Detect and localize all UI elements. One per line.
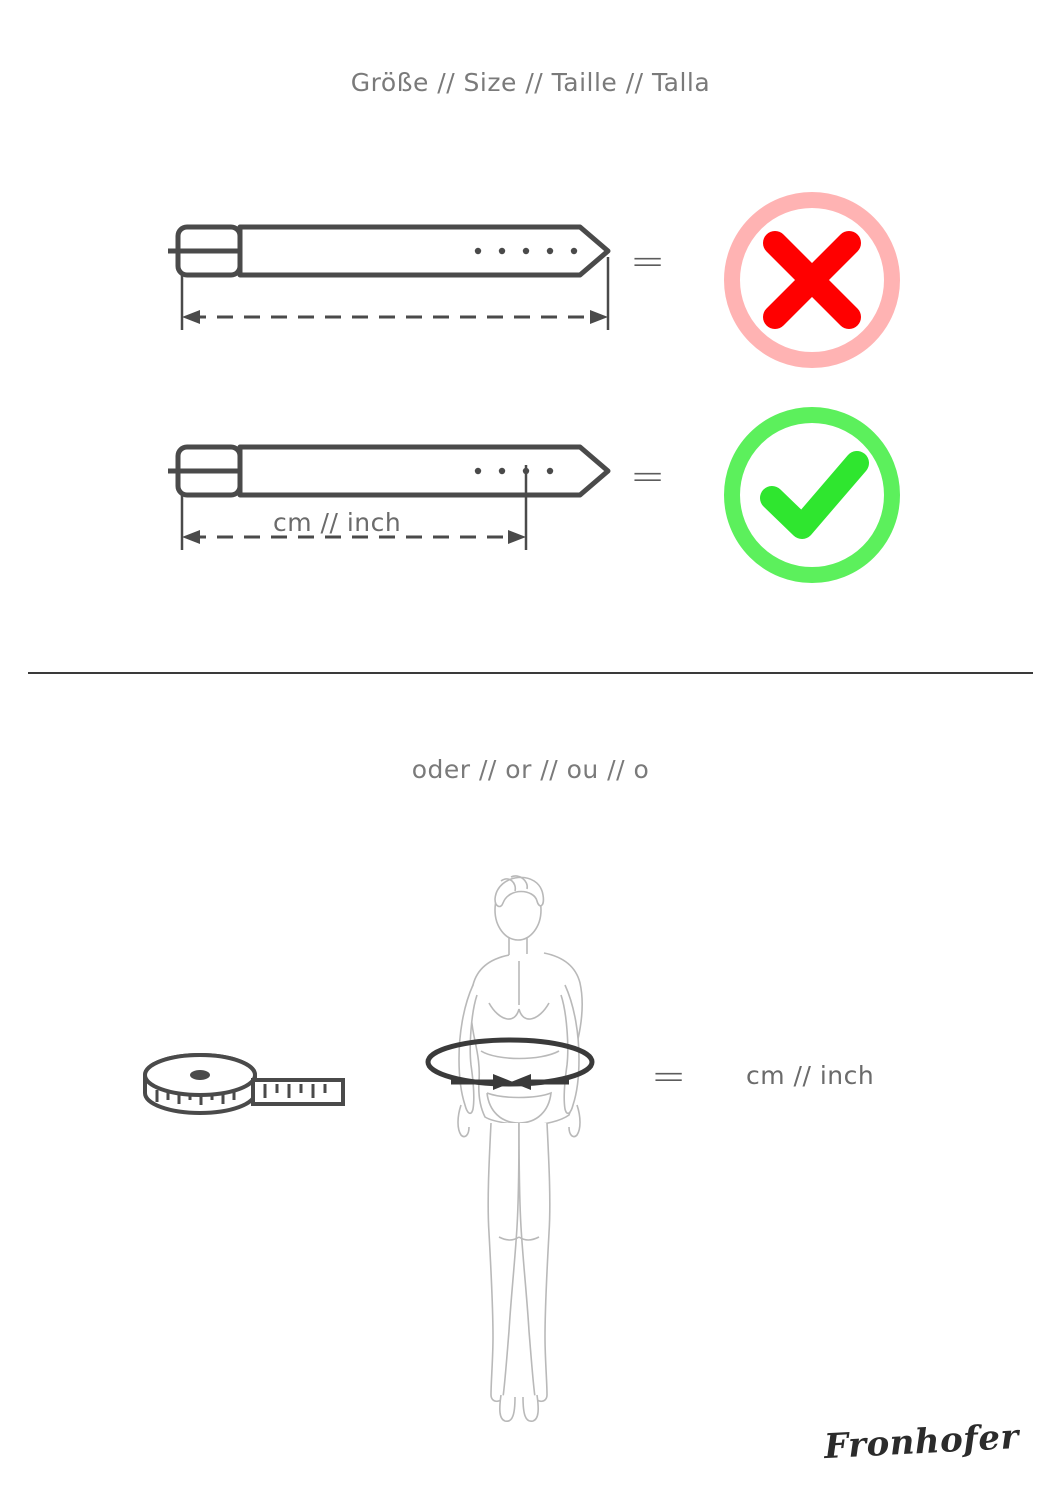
waist-measure-arrow — [415, 1030, 605, 1109]
belt-measure-label: cm // inch — [273, 508, 402, 537]
cross-icon — [717, 185, 907, 379]
page-title-or: oder // or // ou // o — [411, 755, 650, 784]
tape-measure-icon — [135, 1040, 355, 1124]
section-divider — [28, 672, 1033, 674]
brand-logo: Fronhofer — [823, 1416, 1020, 1468]
female-figure-icon — [405, 855, 635, 1439]
equals-sign-wrong: = — [630, 236, 666, 285]
page-title-size: Größe // Size // Taille // Talla — [350, 68, 711, 97]
belt-correct-diagram — [160, 425, 630, 569]
equals-sign-correct: = — [630, 451, 666, 500]
check-icon — [717, 400, 907, 594]
equals-sign-body: = — [651, 1051, 687, 1100]
body-measure-label: cm // inch — [746, 1061, 875, 1090]
belt-wrong-diagram — [160, 205, 630, 349]
